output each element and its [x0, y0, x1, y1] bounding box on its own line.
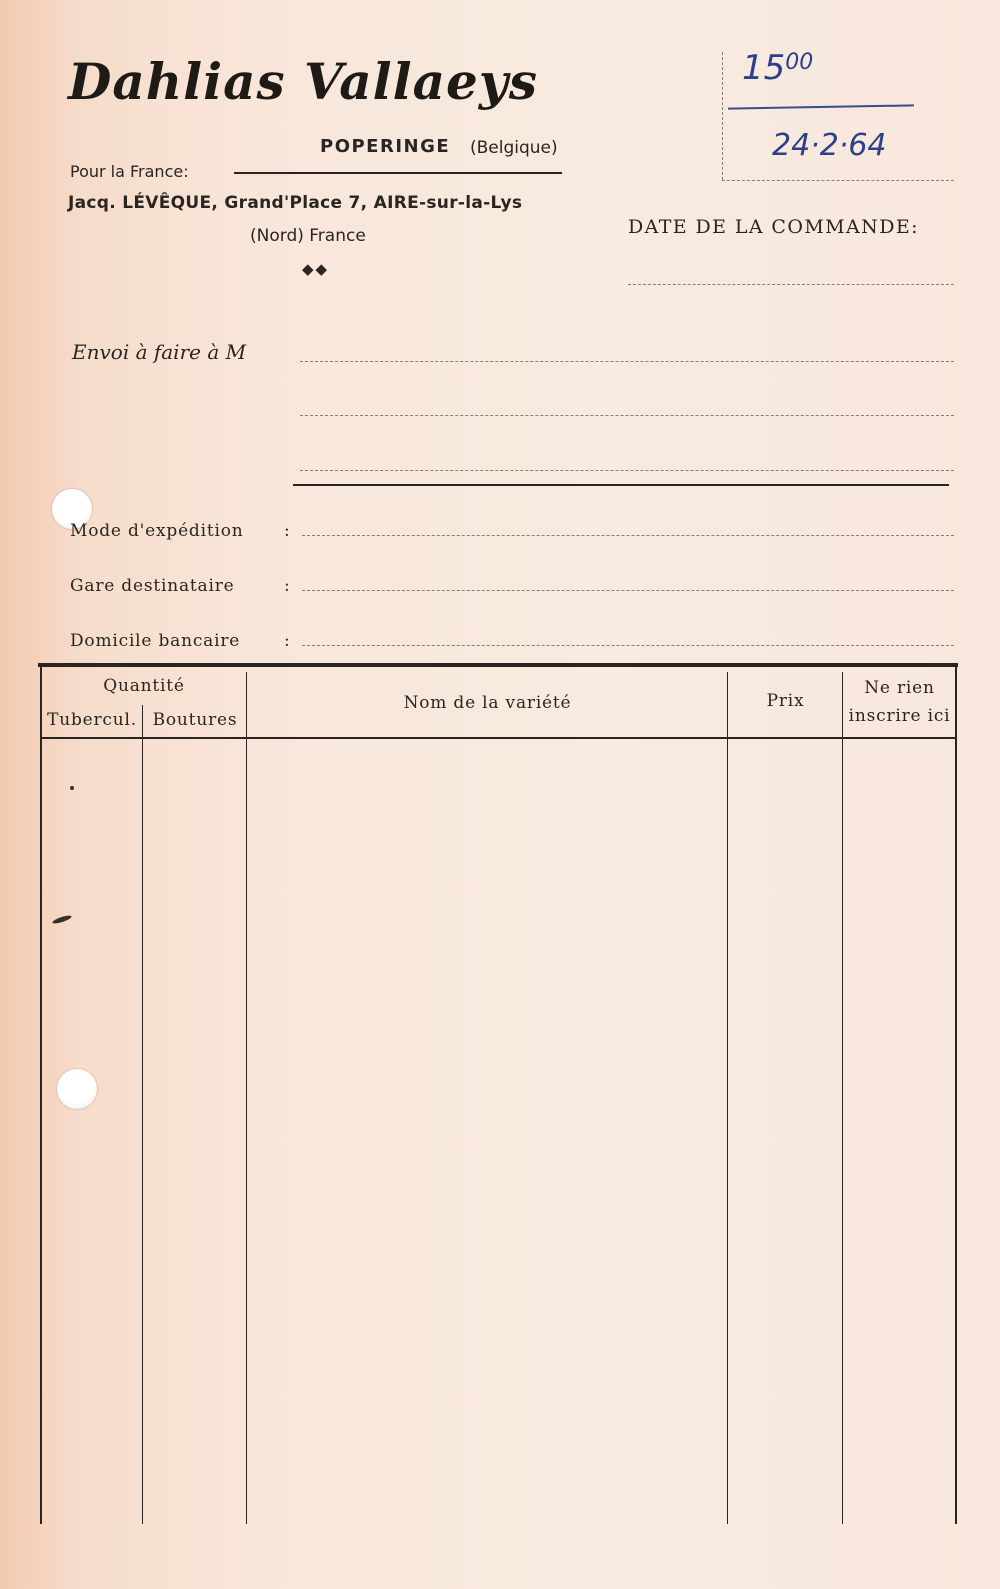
agent-address-line1: Jacq. LÉVÊQUE, Grand'Place 7, AIRE-sur-la-Lys [68, 193, 523, 213]
ship-to-line-1[interactable] [300, 361, 954, 362]
column-header-price: Prix [766, 691, 805, 711]
price-column-body[interactable] [729, 740, 842, 1522]
city-name: POPERINGE [320, 136, 451, 157]
annotation-box-left-border [722, 52, 723, 180]
column-header-variety-name: Nom de la variété [403, 693, 572, 713]
cuttings-column-body[interactable] [144, 740, 246, 1522]
order-date-label: DATE DE LA COMMANDE: [628, 216, 919, 238]
pour-france-label: Pour la France: [70, 162, 189, 181]
variety-name-column-body[interactable] [248, 740, 727, 1522]
table-top-rule [38, 663, 958, 667]
handwritten-rule [728, 104, 914, 109]
table-quantity-divider [142, 705, 143, 1524]
ship-to-line-3[interactable] [300, 470, 954, 471]
column-header-tubers: Tubercul. [47, 710, 137, 730]
brand-name: Dahlias Vallaeys [68, 52, 539, 111]
table-right-border [955, 667, 957, 1524]
table-office-divider [842, 672, 843, 1524]
ship-to-line-2[interactable] [300, 415, 954, 416]
shipping-mode-label: Mode d'expédition [70, 521, 244, 541]
destination-station-colon: : [284, 576, 290, 596]
table-name-divider [246, 672, 247, 1524]
column-header-quantity: Quantité [103, 676, 185, 696]
table-header-rule [40, 737, 956, 739]
destination-station-field[interactable] [302, 590, 954, 591]
shipping-mode-colon: : [284, 521, 290, 541]
column-header-office-use-line1: Ne rien [864, 678, 935, 698]
bank-domicile-colon: : [284, 631, 290, 651]
column-header-office-use-line2: inscrire ici [848, 706, 951, 726]
ship-to-label: Envoi à faire à M [72, 340, 247, 364]
handwritten-number-superscript: 00 [785, 50, 814, 75]
tubers-column-body[interactable] [42, 740, 142, 1522]
bank-domicile-field[interactable] [302, 645, 954, 646]
annotation-box-bottom-border [722, 180, 954, 181]
column-header-cuttings: Boutures [152, 710, 238, 730]
handwritten-number: $15^{00}$ [742, 48, 814, 88]
table-price-divider [727, 672, 728, 1524]
agent-address-line2: (Nord) France [250, 226, 366, 246]
paper-speck [70, 786, 74, 790]
country-name: (Belgique) [470, 138, 558, 158]
bank-domicile-label: Domicile bancaire [70, 631, 241, 651]
handwritten-date: 24·2·64 [772, 128, 887, 163]
shipping-mode-field[interactable] [302, 535, 954, 536]
pour-france-rule [234, 172, 562, 174]
ship-to-rule [293, 484, 949, 486]
order-date-field[interactable] [628, 284, 954, 285]
diamond-ornament: ◆◆ [302, 260, 330, 278]
destination-station-label: Gare destinataire [70, 576, 235, 596]
office-use-column-body [844, 740, 955, 1522]
